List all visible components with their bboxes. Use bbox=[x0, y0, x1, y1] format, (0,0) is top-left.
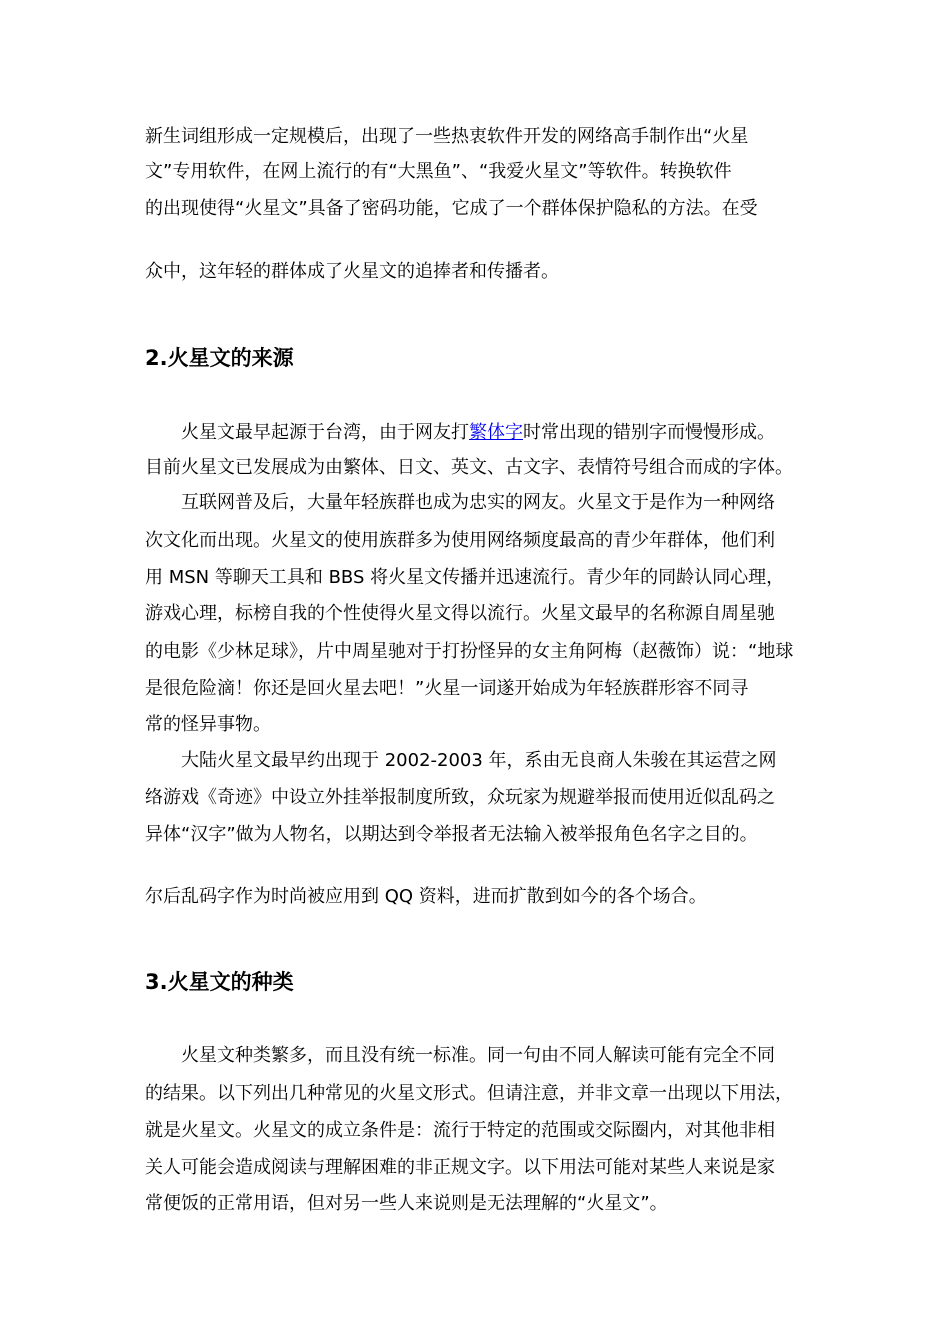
section-3-p1-line-1: 火星文种类繁多，而且没有统一标准。同一句由不同人解读可能有完全不同 bbox=[181, 1045, 775, 1066]
section-2-p3-line-2: 络游戏《奇迹》中设立外挂举报制度所致，众玩家为规避举报而使用近似乱码之 bbox=[145, 787, 775, 808]
section-2-p3-line-4: 尔后乱码字作为时尚被应用到 QQ 资料，进而扩散到如今的各个场合。 bbox=[145, 886, 707, 907]
section-3-p1-line-4: 关人可能会造成阅读与理解困难的非正规文字。以下用法可能对某些人来说是家 bbox=[145, 1157, 775, 1178]
intro-line-3: 的出现使得“火星文”具备了密码功能，它成了一个群体保护隐私的方法。在受 bbox=[145, 198, 758, 219]
text-segment: 时常出现的错别字而慢慢形成。 bbox=[523, 422, 775, 443]
section-2-p3-line-3: 异体“汉字”做为人物名，以期达到令举报者无法输入被举报角色名字之目的。 bbox=[145, 824, 758, 845]
text-segment: 火星文最早起源于台湾，由于网友打 bbox=[181, 422, 469, 443]
section-2-p2-line-6: 是很危险滴！你还是回火星去吧！”火星一词遂开始成为年轻族群形容不同寻 bbox=[145, 678, 749, 699]
section-3-p1-line-5: 常便饭的正常用语，但对另一些人来说则是无法理解的“火星文”。 bbox=[145, 1193, 668, 1214]
intro-line-2: 文”专用软件，在网上流行的有“大黑鱼”、“我爱火星文”等软件。转换软件 bbox=[145, 161, 732, 182]
section-2-p1-line-2: 目前火星文已发展成为由繁体、日文、英文、古文字、表情符号组合而成的字体。 bbox=[145, 457, 793, 478]
section-2-p3-line-1: 大陆火星文最早约出现于 2002-2003 年，系由无良商人朱骏在其运营之网 bbox=[181, 750, 777, 771]
intro-line-1: 新生词组形成一定规模后，出现了一些热衷软件开发的网络高手制作出“火星 bbox=[145, 126, 749, 147]
section-3-p1-line-3: 就是火星文。火星文的成立条件是：流行于特定的范围或交际圈内，对其他非相 bbox=[145, 1120, 775, 1141]
section-2-p2-line-2: 次文化而出现。火星文的使用族群多为使用网络频度最高的青少年群体，他们利 bbox=[145, 530, 775, 551]
section-2-p2-line-4: 游戏心理，标榜自我的个性使得火星文得以流行。火星文最早的名称源自周星驰 bbox=[145, 603, 775, 624]
section-2-heading: 2.火星文的来源 bbox=[145, 346, 294, 370]
section-2-p2-line-7: 常的怪异事物。 bbox=[145, 714, 271, 735]
section-2-p2-line-1: 互联网普及后，大量年轻族群也成为忠实的网友。火星文于是作为一种网络 bbox=[181, 492, 775, 513]
section-3-heading: 3.火星文的种类 bbox=[145, 970, 294, 994]
section-2-p2-line-3: 用 MSN 等聊天工具和 BBS 将火星文传播并迅速流行。青少年的同龄认同心理， bbox=[145, 567, 785, 588]
section-2-p1-line-1 bbox=[181, 421, 775, 445]
traditional-chinese-link[interactable]: 繁体字 bbox=[469, 422, 523, 443]
section-3-p1-line-2: 的结果。以下列出几种常见的火星文形式。但请注意，并非文章一出现以下用法， bbox=[145, 1083, 793, 1104]
intro-line-4: 众中，这年轻的群体成了火星文的追捧者和传播者。 bbox=[145, 261, 559, 282]
section-2-p2-line-5: 的电影《少林足球》，片中周星驰对于打扮怪异的女主角阿梅（赵薇饰）说：“地球 bbox=[145, 641, 794, 662]
